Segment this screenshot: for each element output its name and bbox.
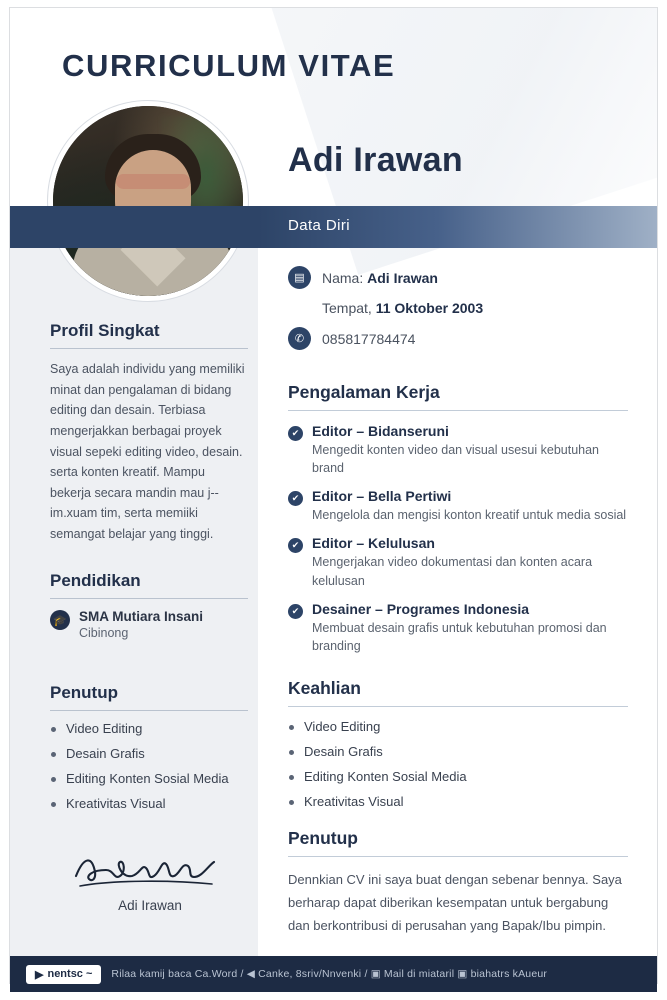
experience-item xyxy=(288,488,628,524)
signature-icon xyxy=(62,846,238,894)
calendar-icon: ▤ xyxy=(288,266,311,289)
experience-item xyxy=(288,535,628,589)
experience-item xyxy=(288,423,628,477)
brand-logo[interactable] xyxy=(26,965,101,984)
list-item: Kreativitas Visual xyxy=(50,796,248,811)
contact-row-name xyxy=(288,266,628,289)
phone-icon: ✆ xyxy=(288,327,311,350)
contact-name xyxy=(322,270,438,286)
list-item: Video Editing xyxy=(288,719,628,734)
skills-heading: Keahlian xyxy=(288,678,628,707)
avatar-sunglasses xyxy=(116,174,190,189)
band-left-segment xyxy=(10,206,258,248)
profile-heading: Profil Singkat xyxy=(50,321,248,349)
experience-desc: Mengedit konten video dan visual usesui kebutuhan brand xyxy=(312,443,600,476)
profile-text: Saya adalah individu yang memiliki minat dan pengalaman di bidang editing dan desain. Terbiasa mengerjakkan berbagai proyek visual sepeki editing video, desain. serta konten kreatif. Mampu bekerja secara mandin mau j--im.xuam tim, serta memiiki semangat belajar yang tinggi. xyxy=(50,362,245,541)
signature-name: Adi Irawan xyxy=(118,898,182,913)
left-closing-section xyxy=(50,683,248,821)
contact-name-label: Nama: xyxy=(322,269,364,286)
brand-logo-label: nentsc ~ xyxy=(47,968,93,980)
education-school: SMA Mutiara Insani xyxy=(79,609,204,624)
band-label: Data Diri xyxy=(288,217,350,234)
experience-heading: Pengalaman Kerja xyxy=(288,382,628,411)
contact-row-phone xyxy=(288,327,628,350)
experience-section xyxy=(288,382,628,666)
experience-title: Editor – Bidanseruni xyxy=(312,423,449,439)
footer-bar xyxy=(10,956,657,992)
check-icon: ✔ xyxy=(288,426,303,441)
contact-phone-value: 085817784474 xyxy=(322,330,416,347)
list-item: Desain Grafis xyxy=(50,746,248,761)
skills-section xyxy=(288,678,628,819)
experience-desc: Membuat desain grafis untuk kebutuhan promosi dan branding xyxy=(312,620,607,653)
footer-text: Rilaa kamij baca Ca.Word / ◀ Canke, 8sriv/Nnvenki / ▣ Mail di miataril ▣ biahatrs kAueur xyxy=(111,968,548,980)
closing-section xyxy=(288,828,628,937)
profile-section xyxy=(50,321,248,545)
contact-row-birth xyxy=(322,300,628,316)
education-item xyxy=(50,609,248,640)
left-closing-heading: Penutup xyxy=(50,683,248,711)
contact-block xyxy=(288,266,628,361)
graduation-cap-icon: 🎓 xyxy=(50,610,70,630)
contact-birth xyxy=(322,300,483,316)
play-icon: ▶ xyxy=(35,968,44,981)
list-item: Kreativitas Visual xyxy=(288,794,628,809)
skills-list xyxy=(288,719,628,809)
education-city: Cibinong xyxy=(79,626,129,640)
experience-title: Editor – Kelulusan xyxy=(312,535,435,552)
contact-birth-value: 11 Oktober 2003 xyxy=(375,300,484,316)
person-name: Adi Irawan xyxy=(288,141,463,179)
closing-text: Dennkian CV ini saya buat dengan sebenar bennya. Saya berharap dapat diberikan kesempatan untuk bergabung dan berkontribusi di perusahan yang Bapak/Ibu pimpin. xyxy=(288,872,622,933)
experience-title: Editor – Bella Pertiwi xyxy=(312,488,452,505)
education-section xyxy=(50,571,248,640)
list-item: Editing Konten Sosial Media xyxy=(50,771,248,786)
closing-heading: Penutup xyxy=(288,828,628,857)
signature-block xyxy=(62,846,238,913)
left-closing-list xyxy=(50,721,248,811)
experience-title: Desainer – Programes Indonesia xyxy=(312,600,530,617)
list-item: Video Editing xyxy=(50,721,248,736)
contact-birth-label: Tempat, xyxy=(322,300,372,316)
page-title: CURRICULUM VITAE xyxy=(62,48,396,83)
list-item: Editing Konten Sosial Media xyxy=(288,769,628,784)
avatar xyxy=(48,101,248,301)
contact-name-value: Adi Irawan xyxy=(367,269,438,286)
experience-desc: Mengelola dan mengisi konton kreatif untuk media sosial xyxy=(312,508,627,523)
education-heading: Pendidikan xyxy=(50,571,248,599)
cv-frame xyxy=(10,8,657,983)
check-icon: ✔ xyxy=(288,604,303,619)
experience-desc: Mengerjakan video dokumentasi dan konten acara kelulusan xyxy=(312,555,593,588)
list-item: Desain Grafis xyxy=(288,744,628,759)
check-icon: ✔ xyxy=(288,538,303,553)
check-icon: ✔ xyxy=(288,491,303,506)
experience-item xyxy=(288,601,628,655)
